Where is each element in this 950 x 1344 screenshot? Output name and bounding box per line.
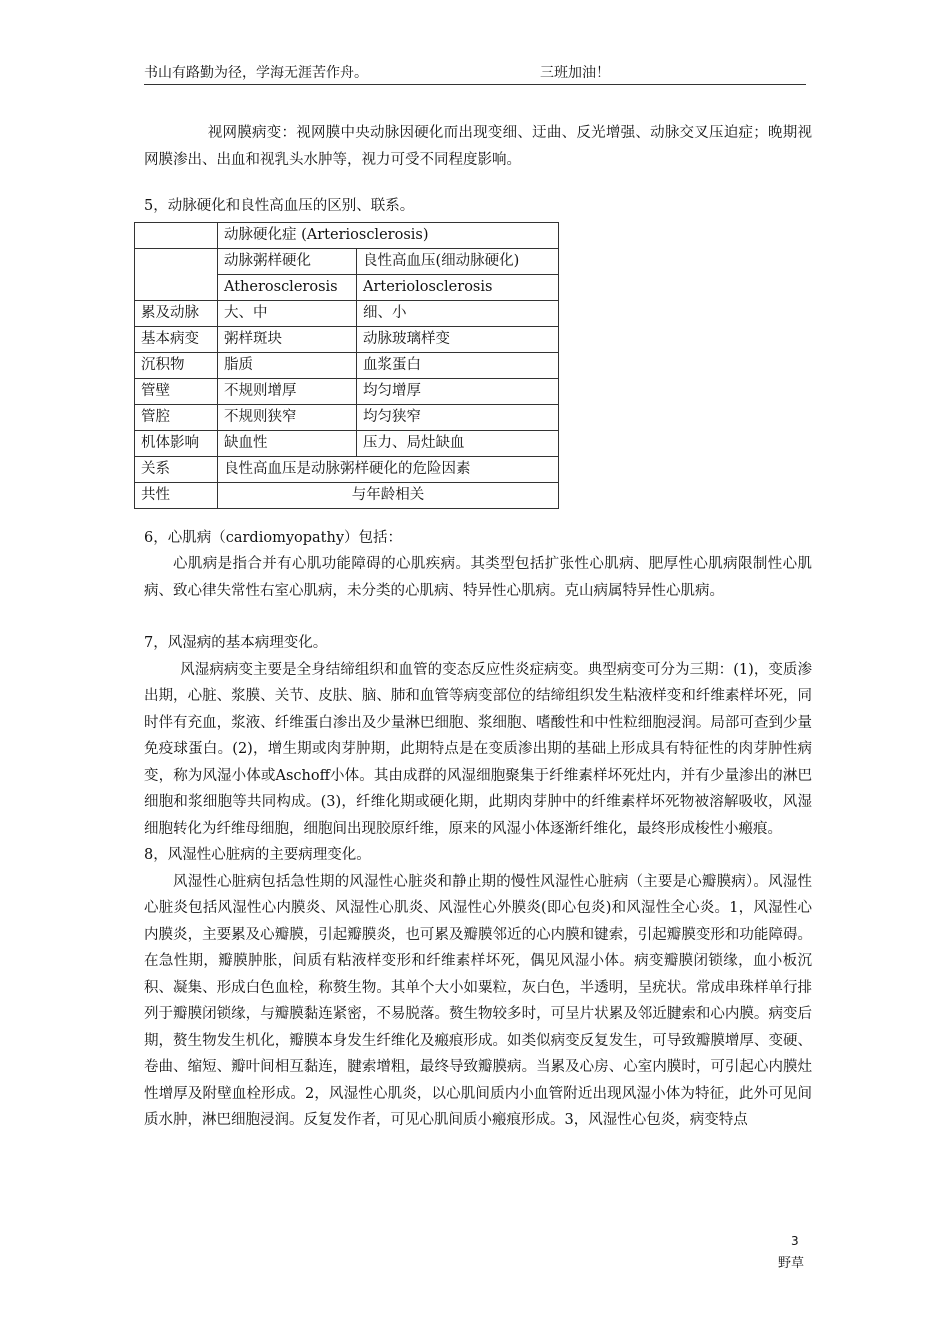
cell-a: 不规则增厚: [218, 378, 357, 404]
section7-title: 7，风湿病的基本病理变化。: [144, 635, 328, 651]
table-row: [135, 326, 559, 352]
table-header-atherosclerosis-en: Atherosclerosis: [218, 274, 357, 300]
table-cell: [135, 222, 218, 248]
table-header-arteriosclerosis: 动脉硬化症 (Arteriosclerosis): [218, 222, 559, 248]
table-row: [135, 378, 559, 404]
section8-title: 8，风湿性心脏病的主要病理变化。: [144, 847, 371, 863]
header-motto: 书山有路勤为径，学海无涯苦作舟。: [144, 65, 368, 81]
cell-b: 动脉玻璃样变: [357, 326, 559, 352]
section6-paragraph: 心肌病是指合并有心肌功能障碍的心肌疾病。其类型包括扩张性心肌病、肥厚性心肌病限制性心肌病、致心律失常性右室心肌病，未分类的心肌病、特异性心肌病。克山病属特异性心肌病。: [144, 556, 812, 599]
row-label: 管壁: [135, 378, 218, 404]
table-row: [135, 352, 559, 378]
cell-a: 脂质: [218, 352, 357, 378]
cell-b: 均匀狭窄: [357, 404, 559, 430]
cell-a: 不规则狭窄: [218, 404, 357, 430]
header-class-slogan: 三班加油！: [540, 65, 610, 81]
cell-b: 细、小: [357, 300, 559, 326]
page-header: [144, 62, 806, 85]
table-row: [135, 248, 559, 274]
common-cell: 与年龄相关: [218, 482, 559, 508]
cell-a: 缺血性: [218, 430, 357, 456]
relation-cell: 良性高血压是动脉粥样硬化的危险因素: [218, 456, 559, 482]
cell-b: 压力、局灶缺血: [357, 430, 559, 456]
row-label: 管腔: [135, 404, 218, 430]
table-row: [135, 456, 559, 482]
section6-title: 6，心肌病（cardiomyopathy）包括：: [144, 529, 403, 546]
cell-a: 粥样斑块: [218, 326, 357, 352]
table-header-atherosclerosis-cn: 动脉粥样硬化: [218, 248, 357, 274]
intro-paragraph: 视网膜病变：视网膜中央动脉因硬化而出现变细、迂曲、反光增强、动脉交叉压迫症；晚期视网膜渗出、出血和视乳头水肿等，视力可受不同程度影响。: [144, 125, 812, 168]
table-row: [135, 404, 559, 430]
comparison-table: [134, 222, 559, 509]
document-body: [141, 120, 812, 1134]
section7-paragraph: 风湿病病变主要是全身结缔组织和血管的变态反应性炎症病变。典型病变可分为三期：(1)，变质渗出期，心脏、浆膜、关节、皮肤、脑、肺和血管等病变部位的结缔组织发生粘液样变和纤维素样坏死，同时伴有充血，浆液、纤维蛋白渗出及少量淋巴细胞、浆细胞、嗜酸性和中性粒细胞浸润。局部可查到少量免疫球蛋白。(2)，增生期或肉芽肿期，此期特点是在变质渗出期的基础上形成具有特征性的肉芽肿性病变，称为风湿小体或Aschoff小体。其由成群的风湿细胞聚集于纤维素样坏死灶内，并有少量渗出的淋巴细胞和浆细胞等共同构成。(3)，纤维化期或硬化期，此期肉芽肿中的纤维素样坏死物被溶解吸收，风湿细胞转化为纤维母细胞，细胞间出现胶原纤维，原来的风湿小体逐渐纤维化，最终形成梭性小瘢痕。: [144, 661, 812, 837]
footer-author: 野草: [778, 1256, 805, 1271]
row-label: 关系: [135, 456, 218, 482]
table-row: [135, 482, 559, 508]
table-header-hypertension-cn: 良性高血压(细动脉硬化): [357, 248, 559, 274]
cell-b: 血浆蛋白: [357, 352, 559, 378]
table-row: [135, 222, 559, 248]
row-label: 沉积物: [135, 352, 218, 378]
section5-title: 5，动脉硬化和良性高血压的区别、联系。: [144, 198, 415, 214]
cell-b: 均匀增厚: [357, 378, 559, 404]
table-cell: [135, 248, 218, 300]
row-label: 累及动脉: [135, 300, 218, 326]
page-number: 3: [791, 1234, 799, 1248]
table-row: [135, 430, 559, 456]
row-label: 机体影响: [135, 430, 218, 456]
row-label: 基本病变: [135, 326, 218, 352]
row-label: 共性: [135, 482, 218, 508]
cell-a: 大、中: [218, 300, 357, 326]
section8-paragraph: 风湿性心脏病包括急性期的风湿性心脏炎和静止期的慢性风湿性心脏病（主要是心瓣膜病）。风湿性心脏炎包括风湿性心内膜炎、风湿性心肌炎、风湿性心外膜炎(即心包炎)和风湿性全心炎。1，风湿性心内膜炎，主要累及心瓣膜，引起瓣膜炎，也可累及瓣膜邻近的心内膜和键索，引起瓣膜变形和功能障碍。在急性期，瓣膜肿胀，间质有粘液样变形和纤维素样坏死，偶见风湿小体。病变瓣膜闭锁缘，血小板沉积、凝集、形成白色血栓，称赘生物。其单个大小如粟粒，灰白色，半透明，呈疣状。常成串珠样单行排列于瓣膜闭锁缘，与瓣膜黏连紧密，不易脱落。赘生物较多时，可呈片状累及邻近腱索和心内膜。病变后期，赘生物发生机化，瓣膜本身发生纤维化及瘢痕形成。如类似病变反复发生，可导致瓣膜增厚、变硬、卷曲、缩短、瓣叶间相互黏连，腱索增粗，最终导致瓣膜病。当累及心房、心室内膜时，可引起心内膜灶性增厚及附壁血栓形成。2，风湿性心肌炎，以心肌间质内小血管附近出现风湿小体为特征，此外可见间质水肿，淋巴细胞浸润。反复发作者，可见心肌间质小瘢痕形成。3，风湿性心包炎，病变特点: [144, 873, 812, 1128]
table-header-arteriolosclerosis-en: Arteriolosclerosis: [357, 274, 559, 300]
table-row: [135, 300, 559, 326]
